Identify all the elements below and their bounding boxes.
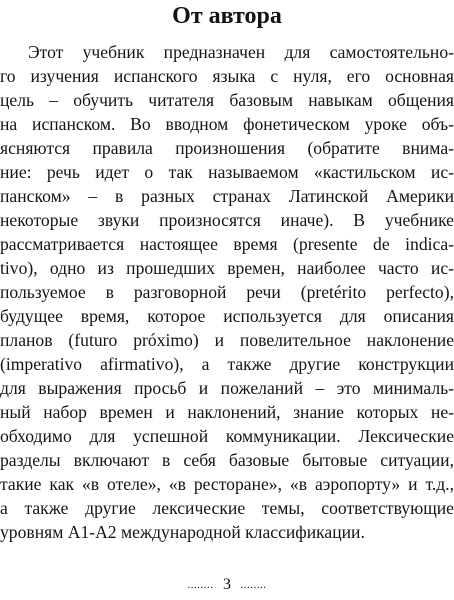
paragraph-line: tivo), одно из прошедших времен, наиболее часто ис- — [0, 258, 454, 278]
paragraph-line: (imperativo afirmativo), а также другие конструкции — [0, 354, 454, 374]
paragraph-line: для выражения просьб и пожеланий – это минималь- — [0, 378, 454, 398]
paragraph-line: рассматривается настоящее время (presente de indica- — [0, 234, 454, 254]
footer-dots-left: ........ — [187, 579, 214, 591]
footer-dots-right: ........ — [240, 579, 267, 591]
paragraph-line: пользуемое в разговорной речи (pretérito perfecto), — [0, 282, 454, 302]
paragraph-line: ясняются правила произношения (обратите внима- — [0, 138, 454, 158]
paragraph-line: уровням А1-А2 международной классификации. — [0, 522, 365, 542]
paragraph-line: ние: речь идет о так называемом «кастильском ис- — [0, 162, 454, 182]
paragraph-line: а также другие лексические темы, соответствующие — [0, 498, 454, 518]
page-title: От автора — [172, 3, 282, 29]
paragraph-line: на испанском. Во вводном фонетическом уроке объ- — [0, 114, 454, 134]
paragraph-line: разделы включают в себя базовые бытовые ситуации, — [0, 450, 454, 470]
paragraph-line: панском» – в разных странах Латинской Америки — [0, 186, 454, 206]
paragraph-line: цель – обучить читателя базовым навыкам общения — [0, 90, 454, 110]
paragraph-line: такие как «в отеле», «в ресторане», «в аэропорту» и т.д., — [0, 474, 454, 494]
paragraph-line: планов (futuro próximo) и повелительное наклонение — [0, 330, 454, 350]
page-number: 3 — [223, 576, 231, 593]
paragraph-line: некоторые звуки произносятся иначе). В учебнике — [0, 210, 454, 230]
paragraph-line: будущее время, которое используется для описания — [0, 306, 454, 326]
paragraph — [0, 40, 454, 544]
paragraph-line: обходимо для успешной коммуникации. Лексические — [0, 426, 454, 446]
paragraph-line: ный набор времен и наклонений, знание которых не- — [0, 402, 454, 422]
paragraph-line: Этот учебник предназначен для самостоятельно- — [28, 42, 454, 62]
page-footer — [0, 575, 454, 596]
paragraph-line: го изучения испанского языка с нуля, его основная — [0, 66, 454, 86]
